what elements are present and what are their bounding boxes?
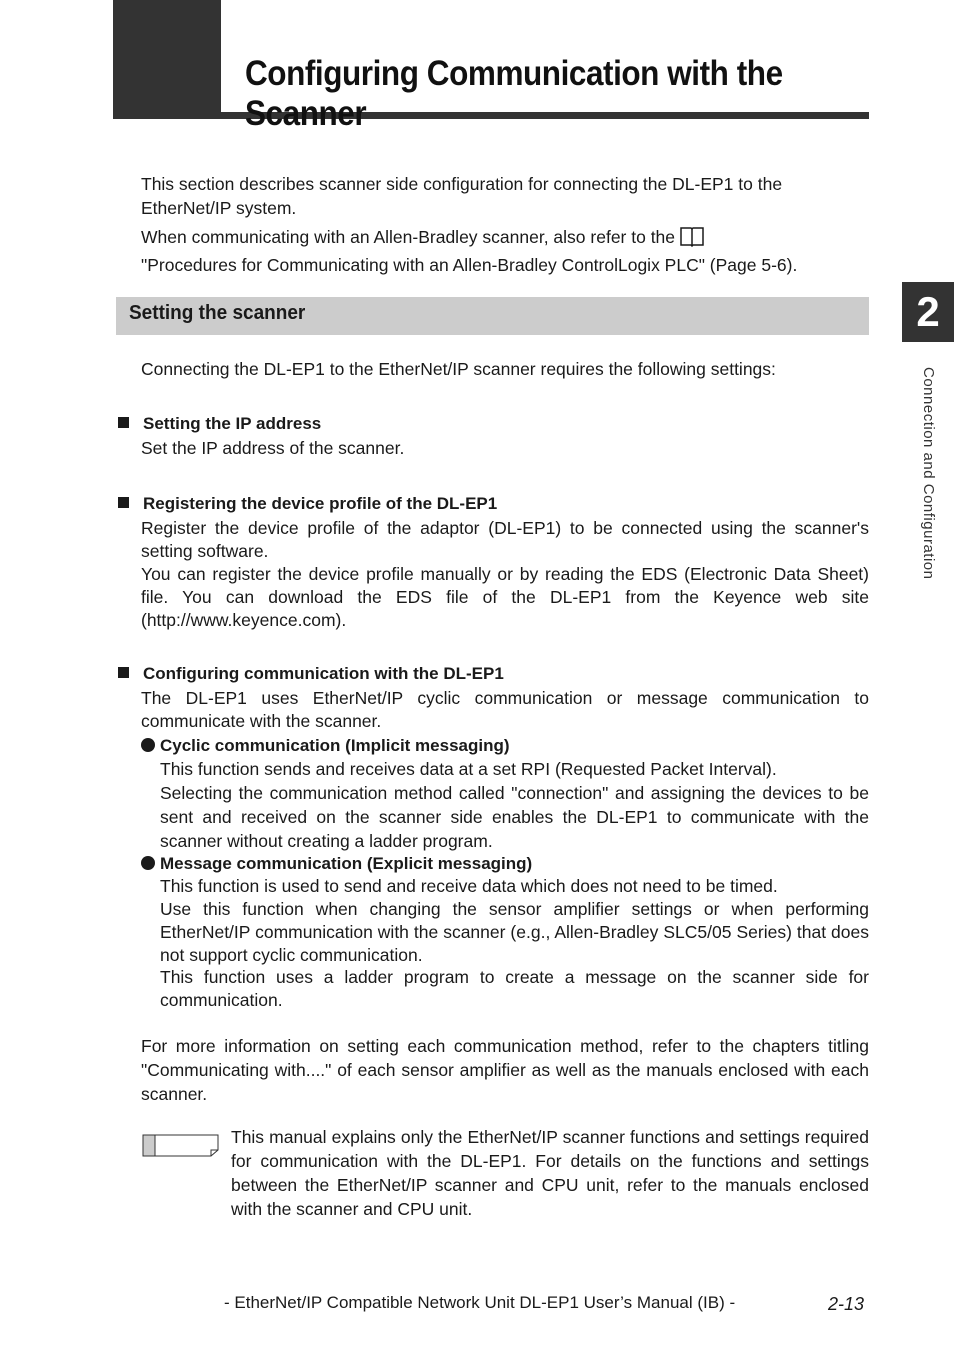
chapter-number: 2	[916, 288, 940, 335]
message-text-3: This function uses a ladder program to create a message on the scanner side for communication.	[160, 967, 869, 1010]
page-title: Configuring Communication with the Scanner	[245, 54, 783, 133]
ip-text: Set the IP address of the scanner.	[141, 438, 405, 458]
profile-text-2: You can register the device profile manually or by reading the EDS (Electronic Data Sheet) file. You can download the EDS file of the DL-EP1 from the Keyence web site (http://www.keyence.com).	[141, 564, 869, 630]
intro-paragraph-1: This section describes scanner side configuration for connecting the DL-EP1 to the EtherNet/IP system.	[141, 174, 783, 218]
cyclic-text-1: This function sends and receives data at a set RPI (Requested Packet Interval).	[160, 759, 777, 779]
section-intro: Connecting the DL-EP1 to the EtherNet/IP scanner requires the following settings:	[141, 359, 776, 379]
message-text-2: Use this function when changing the sensor amplifier settings or when performing EtherNet/IP communication with the scanner (e.g., Allen-Bradley SLC5/05 Series) that does not support cyclic communication.	[160, 899, 869, 965]
intro-line-1: When communicating with an Allen-Bradley scanner, also refer to the	[141, 227, 676, 247]
section-title: Setting the scanner	[129, 302, 306, 324]
cyclic-heading: Cyclic communication (Implicit messaging)	[141, 736, 510, 756]
intro-line-2: "Procedures for Communicating with an Allen-Bradley ControlLogix PLC" (Page 5-6).	[141, 254, 798, 275]
profile-text-1: Register the device profile of the adaptor (DL-EP1) to be connected using the scanner's setting software.	[141, 518, 869, 561]
profile-heading: Registering the device profile of the DL-EP1	[118, 494, 497, 514]
message-text-1: This function is used to send and receive data which does not need to be timed.	[160, 876, 778, 896]
square-bullet-icon	[118, 417, 129, 428]
ip-heading: Setting the IP address	[118, 414, 321, 434]
footer-text: - EtherNet/IP Compatible Network Unit DL-EP1 User’s Manual (IB) -	[224, 1293, 736, 1312]
book-reference-icon	[679, 226, 705, 254]
header-block	[113, 0, 221, 112]
comm-heading: Configuring communication with the DL-EP1	[118, 664, 504, 684]
round-bullet-icon	[141, 738, 155, 752]
intro-paragraph-2	[141, 226, 881, 277]
cyclic-text-2: Selecting the communication method called "connection" and assigning the devices to be sent and received on the scanner side enables the DL-EP1 to communicate with the scanner without creating a ladder program.	[160, 783, 869, 851]
round-bullet-icon	[141, 856, 155, 870]
page-number: 2-13	[828, 1294, 865, 1314]
chapter-side-label: Connection and Configuration	[920, 367, 937, 580]
square-bullet-icon	[118, 497, 129, 508]
note-icon	[142, 1134, 220, 1163]
comm-text: The DL-EP1 uses EtherNet/IP cyclic communication or message communication to communicate with the scanner.	[141, 688, 869, 731]
message-heading: Message communication (Explicit messaging)	[141, 854, 532, 874]
more-info-text: For more information on setting each communication method, refer to the chapters titling "Communicating with...." of each sensor amplifier as well as the manuals enclosed with each scanner.	[141, 1036, 869, 1104]
note-text: This manual explains only the EtherNet/IP scanner functions and settings required for communication with the DL-EP1. For details on the functions and settings between the EtherNet/IP scanner and CPU unit, refer to the manuals enclosed with the scanner and CPU unit.	[231, 1127, 869, 1219]
square-bullet-icon	[118, 667, 129, 678]
